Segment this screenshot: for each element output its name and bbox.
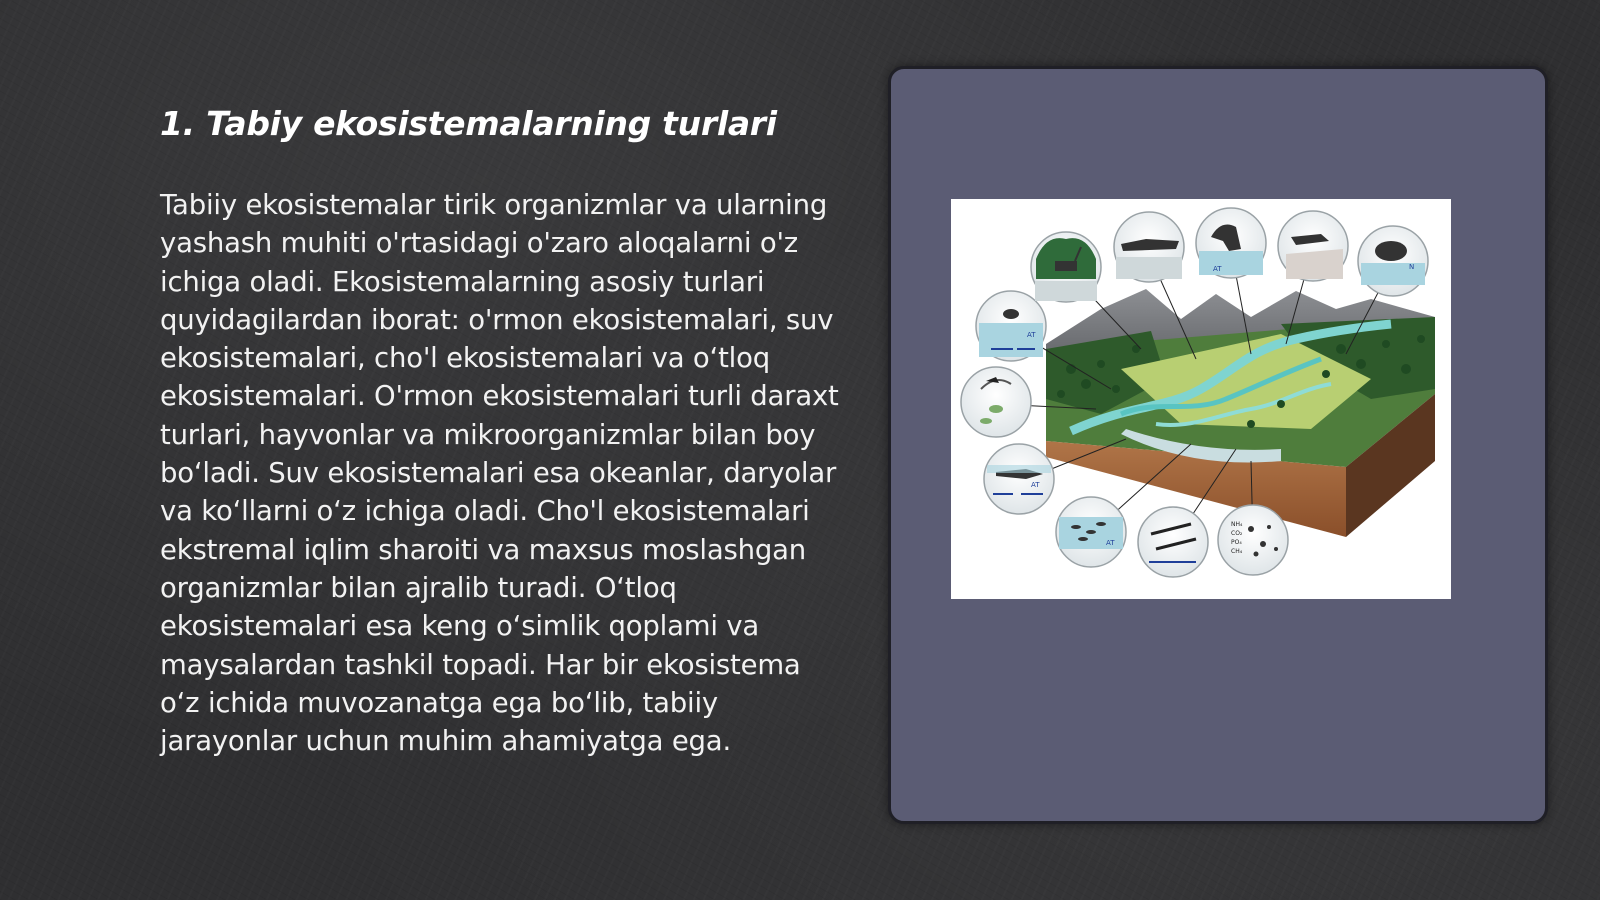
label-at-2: AT bbox=[1213, 265, 1222, 273]
label-ch4: CH₄ bbox=[1231, 548, 1243, 555]
body-text: Tabiiy ekosistemalar tirik organizmlar va ularning yashash muhiti o'rtasidagi o'zaro aloqalarni o'z ichiga oladi. Ekosistemalarning asosiy turlari quyidagilardan iborat: o'rmon ekosistemalari, suv ekosistemalari, cho'l ekosistemalari va o‘tloq ekosistemalari. O'rmon ekosistemalari turli daraxt turlari, hayvonlar va mikroorganizmlar bilan boy bo‘ladi. Suv ekosistemalari esa okeanlar, daryolar va ko‘llarni o‘z ichiga oladi. Cho'l ekosistemalari ekstremal iqlim sharoiti va maxsus moslashgan organizmlar bilan ajralib turadi. O‘tloq ekosistemalari esa keng o‘simlik qoplami va maysalardan tashkil topadi. Har bir ekosistema o‘z ichida muvozanatga ega bo‘lib, tabiiy jarayonlar uchun muhim ahamiyatga ega. bbox=[160, 189, 839, 758]
ecosystem-illustration bbox=[951, 199, 1451, 599]
label-n: N bbox=[1409, 263, 1415, 271]
slide-title: 1. Tabiy ekosistemalarning turlari bbox=[160, 104, 777, 143]
label-at-3: AT bbox=[1031, 481, 1040, 489]
label-at-1: AT bbox=[1027, 331, 1036, 339]
label-nh4: NH₄ bbox=[1231, 521, 1243, 528]
label-po4: PO₄ bbox=[1231, 539, 1242, 546]
label-co2: CO₂ bbox=[1231, 530, 1243, 537]
image-panel bbox=[888, 66, 1548, 824]
label-at-4: AT bbox=[1106, 539, 1115, 547]
